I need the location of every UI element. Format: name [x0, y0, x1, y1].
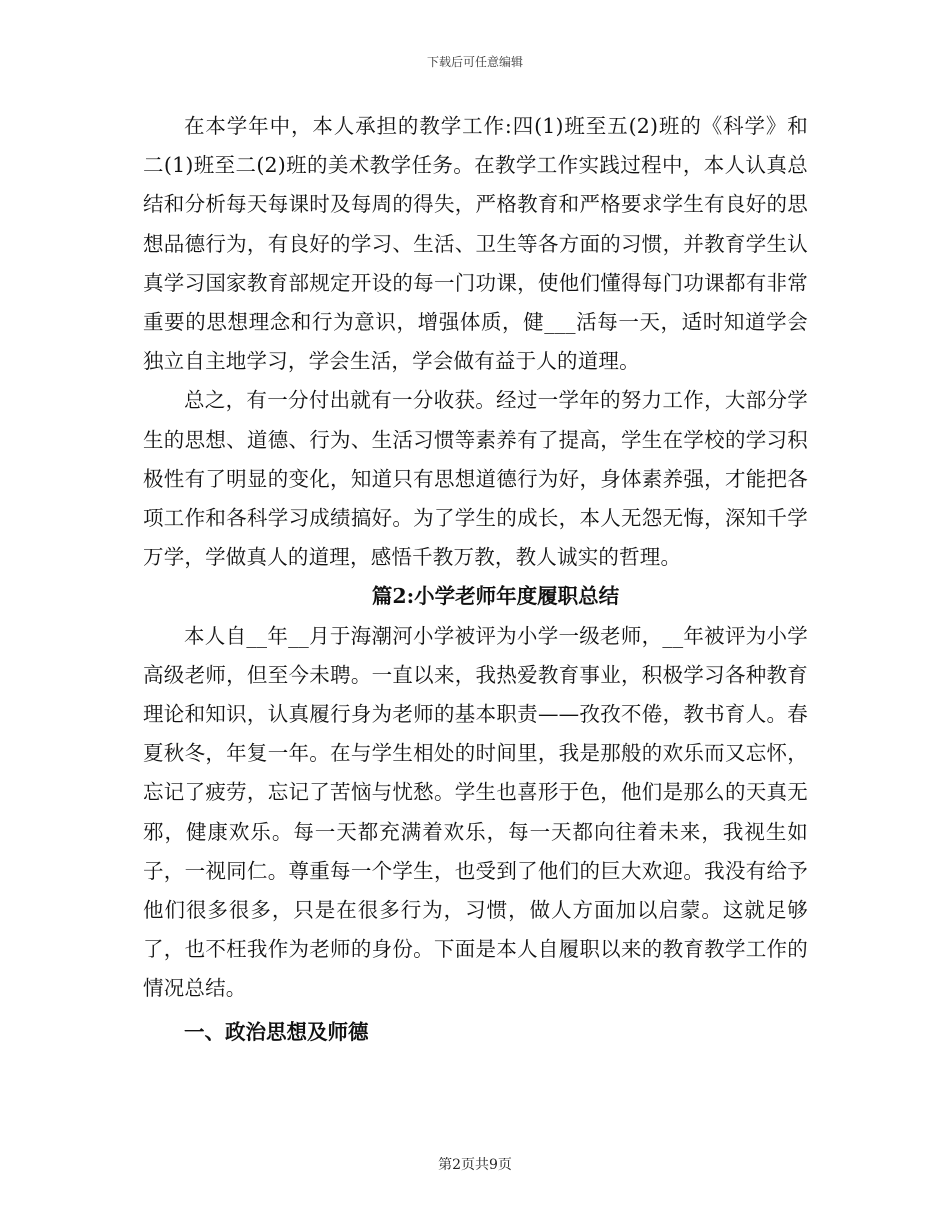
- document-body: [143, 107, 808, 1052]
- page-number: 第2页共9页: [438, 1157, 512, 1173]
- section-title: 篇2:小学老师年度履职总结: [371, 584, 620, 609]
- body-paragraph-1: 在本学年中，本人承担的教学工作:四(1)班至五(2)班的《科学》和二(1)班至二(2)班的美术教学任务。在教学工作实践过程中，本人认真总结和分析每天每课时及每周的得失，严格教育和严格要求学生有良好的思想品德行为，有良好的学习、生活、卫生等各方面的习惯，并教育学生认真学习国家教育部规定开设的每一门功课，使他们懂得每门功课都有非常重要的思想理念和行为意识，增强体质，健___活每一天，适时知道学会独立自主地学习，学会生活，学会做有益于人的道理。: [143, 114, 808, 374]
- subheading-politics-ethics: 一、政治思想及师德: [184, 1019, 369, 1044]
- body-paragraph-3: 本人自__年__月于海潮河小学被评为小学一级老师，__年被评为小学高级老师，但至今未聘。一直以来，我热爱教育事业，积极学习各种教育理论和知识，认真履行身为老师的基本职责——孜孜不倦，教书育人。春夏秋冬，年复一年。在与学生相处的时间里，我是那般的欢乐而又忘怀，忘记了疲劳，忘记了苦恼与忧愁。学生也喜形于色，他们是那么的天真无邪，健康欢乐。每一天都充满着欢乐，每一天都向往着未来，我视生如子，一视同仁。尊重每一个学生，也受到了他们的巨大欢迎。我没有给予他们很多很多，只是在很多行为，习惯，做人方面加以启蒙。这就足够了，也不枉我作为老师的身份。下面是本人自履职以来的教育教学工作的情况总结。: [143, 623, 808, 1001]
- page-header-note: 下载后可任意编辑: [426, 55, 523, 69]
- body-paragraph-2: 总之，有一分付出就有一分收获。经过一学年的努力工作，大部分学生的思想、道德、行为、生活习惯等素养有了提高，学生在学校的学习积极性有了明显的变化，知道只有思想道德行为好，身体素养强，才能把各项工作和各科学习成绩搞好。为了学生的成长，本人无怨无悔，深知千学万学，学做真人的道理，感悟千教万教，教人诚实的哲理。: [143, 388, 808, 570]
